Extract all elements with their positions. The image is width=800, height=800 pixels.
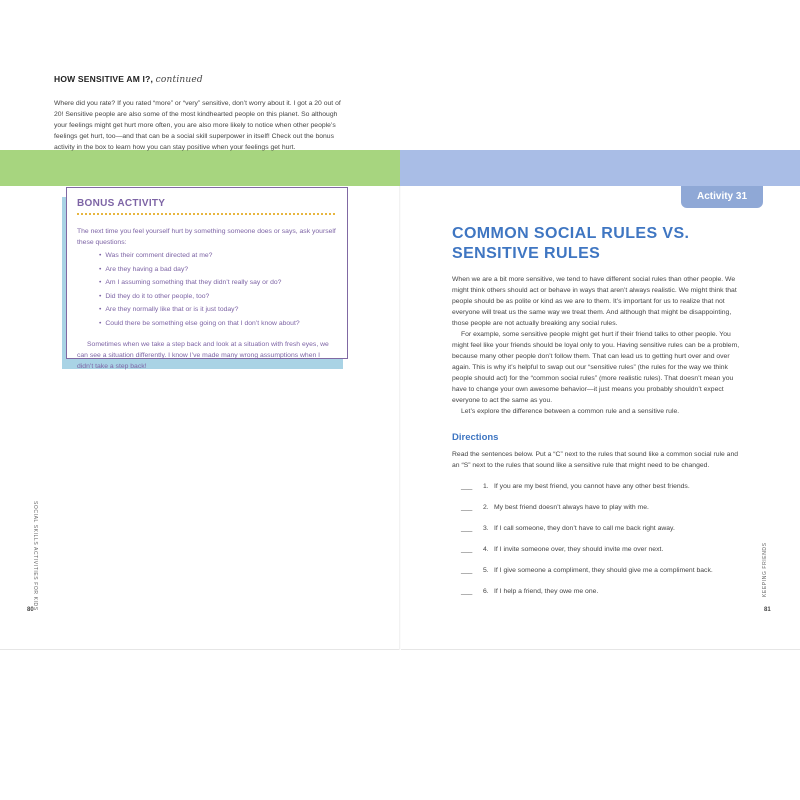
bonus-question: • Was their comment directed at me? — [99, 249, 337, 263]
bonus-question-list — [77, 249, 337, 330]
answer-blank[interactable]: ___ — [461, 546, 473, 553]
right-color-band — [400, 150, 800, 186]
rule-text: If you are my best friend, you cannot have any other best friends. — [494, 483, 690, 490]
answer-blank[interactable]: ___ — [461, 588, 473, 595]
rule-text: If I call someone, they don’t have to call me back right away. — [494, 525, 675, 532]
rule-text: My best friend doesn’t always have to play with me. — [494, 504, 649, 511]
rule-number: 6. — [483, 588, 489, 595]
bonus-box-panel — [66, 187, 348, 370]
rule-item — [461, 503, 747, 513]
answer-blank[interactable]: ___ — [461, 504, 473, 511]
rules-list — [452, 482, 747, 597]
directions-text: Read the sentences below. Put a “C” next to the rules that sound like a common social rule and an “S” next to the rules that sound like a sensitive rule that might need to be changed. — [452, 451, 739, 469]
rule-number: 1. — [483, 483, 489, 490]
rule-number: 4. — [483, 546, 489, 553]
bonus-question: • Did they do it to other people, too? — [99, 290, 337, 304]
rule-item — [461, 524, 747, 534]
left-running-footer: SOCIAL SKILLS ACTIVITIES FOR KIDS — [32, 501, 38, 611]
right-running-footer: KEEPING FRIENDS — [762, 542, 768, 597]
rule-number: 5. — [483, 567, 489, 574]
activity-tab: Activity 31 — [681, 186, 763, 208]
answer-blank[interactable]: ___ — [461, 525, 473, 532]
page-title: COMMON SOCIAL RULES VS. SENSITIVE RULES — [452, 225, 690, 262]
bonus-question: • Are they normally like that or is it just today? — [99, 303, 337, 317]
rule-item — [461, 545, 747, 555]
answer-blank[interactable]: ___ — [461, 567, 473, 574]
bonus-closing: Sometimes when we take a step back and look at a situation with fresh eyes, we can see a situation differently. I know I’ve made many wrong assumptions when I didn’t take a step back! — [77, 341, 329, 370]
rule-item — [461, 482, 747, 492]
bonus-intro: The next time you feel yourself hurt by something someone does or says, ask yourself these questions: — [77, 228, 336, 246]
body-paragraph: For example, some sensitive people might get hurt if their friend talks to other people. You might feel like your friends should be loyal only to you. Having sensitive rules can be a problem, because many other people don’t follow them. That can lead us to getting hurt over and over again. This is why it’s helpful to swap out our “sensitive rules” (the rules for the way we think people should act) for the “common social rules” (more realistic rules). That doesn’t mean you have to change your own awesome behavior—it just means you probably shouldn’t expect everyone to act the same as you. — [452, 331, 740, 404]
answer-blank[interactable]: ___ — [461, 483, 473, 490]
page-gutter — [399, 186, 401, 650]
rule-number: 2. — [483, 504, 489, 511]
dotted-divider — [77, 213, 335, 215]
section-heading — [54, 74, 349, 85]
rule-number: 3. — [483, 525, 489, 532]
rule-item — [461, 587, 747, 597]
section-heading-text: HOW SENSITIVE AM I?, — [54, 74, 154, 84]
body-paragraph: Let’s explore the difference between a common rule and a sensitive rule. — [461, 408, 680, 415]
left-color-band — [0, 150, 400, 186]
bonus-question: • Am I assuming something that they didn’t really say or do? — [99, 276, 337, 290]
left-body-paragraph: Where did you rate? If you rated “more” or “very” sensitive, don’t worry about it. I got a 20 out of 20! Sensitive people are also some of the most kindhearted people on this planet. So although your feelings might get hurt more often, you are also more likely to notice when other people’s feelings get hurt, too—and that can be a social skill superpower in itself! Check out the bonus activity in the box to learn how you can stay positive when your feelings get hurt. — [54, 100, 341, 151]
rule-text: If I give someone a compliment, they should give me a compliment back. — [494, 567, 713, 574]
section-heading-continued: continued — [155, 75, 203, 85]
body-paragraph: When we are a bit more sensitive, we tend to have different social rules than other people. We might think others should act or behave in ways that aren’t always realistic. We might think that people should be as polite or kind as we are to them. It’s important for us to realize that not everyone will treat us the same way we treat them. And although that might be disappointing, those people are not actually breaking any social rules. — [452, 276, 737, 327]
right-page — [452, 224, 747, 608]
rule-item — [461, 566, 747, 576]
page-number-left: 80 — [27, 607, 34, 613]
rule-text: If I invite someone over, they should invite me over next. — [494, 546, 664, 553]
bonus-title: BONUS ACTIVITY — [77, 198, 166, 209]
left-page — [54, 74, 349, 153]
bonus-question: • Could there be something else going on that I don’t know about? — [99, 317, 337, 331]
directions-heading: Directions — [452, 432, 499, 443]
bonus-activity-box — [62, 187, 346, 370]
page-number-right: 81 — [764, 607, 771, 613]
bonus-question: • Are they having a bad day? — [99, 263, 337, 277]
right-body — [452, 274, 747, 417]
rule-text: If I help a friend, they owe me one. — [494, 588, 599, 595]
